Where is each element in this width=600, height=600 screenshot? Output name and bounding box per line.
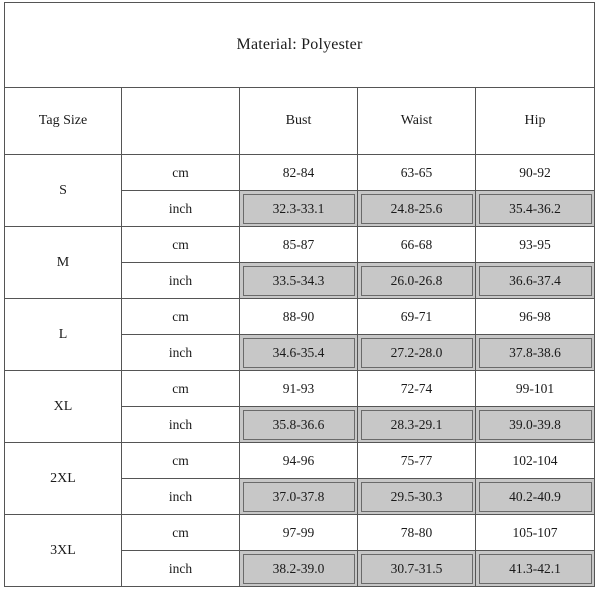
- tag-size-cell: 3XL: [5, 515, 122, 587]
- bust-inch: 38.2-39.0: [240, 551, 358, 587]
- waist-inch: 27.2-28.0: [358, 335, 476, 371]
- table-row: [5, 371, 595, 407]
- tag-size-cell: S: [5, 155, 122, 227]
- bust-cm: 85-87: [240, 227, 358, 263]
- unit-label: cm: [122, 299, 240, 335]
- unit-label: cm: [122, 155, 240, 191]
- hip-cm: 90-92: [476, 155, 595, 191]
- waist-cm: 72-74: [358, 371, 476, 407]
- tag-size-cell: M: [5, 227, 122, 299]
- bust-cm: 94-96: [240, 443, 358, 479]
- waist-cm: 66-68: [358, 227, 476, 263]
- bust-inch: 33.5-34.3: [240, 263, 358, 299]
- title-row: [5, 3, 595, 88]
- unit-label: inch: [122, 191, 240, 227]
- hip-cm: 99-101: [476, 371, 595, 407]
- hip-cm: 105-107: [476, 515, 595, 551]
- bust-cm: 82-84: [240, 155, 358, 191]
- hip-cm: 93-95: [476, 227, 595, 263]
- unit-label: cm: [122, 371, 240, 407]
- bust-cm: 88-90: [240, 299, 358, 335]
- hip-cm: 102-104: [476, 443, 595, 479]
- table-row: [5, 155, 595, 191]
- bust-cm: 97-99: [240, 515, 358, 551]
- table-row: [5, 227, 595, 263]
- hip-inch: 41.3-42.1: [476, 551, 595, 587]
- material-title: Material: Polyester: [5, 3, 595, 88]
- waist-cm: 69-71: [358, 299, 476, 335]
- table-row: [5, 515, 595, 551]
- hip-cm: 96-98: [476, 299, 595, 335]
- waist-inch: 24.8-25.6: [358, 191, 476, 227]
- unit-label: cm: [122, 443, 240, 479]
- bust-cm: 91-93: [240, 371, 358, 407]
- size-chart-table: [4, 2, 595, 587]
- header-bust: Bust: [240, 88, 358, 155]
- bust-inch: 34.6-35.4: [240, 335, 358, 371]
- tag-size-cell: XL: [5, 371, 122, 443]
- waist-inch: 28.3-29.1: [358, 407, 476, 443]
- header-hip: Hip: [476, 88, 595, 155]
- waist-inch: 30.7-31.5: [358, 551, 476, 587]
- tag-size-cell: L: [5, 299, 122, 371]
- unit-label: inch: [122, 479, 240, 515]
- table-row: [5, 299, 595, 335]
- header-row: [5, 88, 595, 155]
- hip-inch: 36.6-37.4: [476, 263, 595, 299]
- hip-inch: 37.8-38.6: [476, 335, 595, 371]
- header-unit: [122, 88, 240, 155]
- tag-size-cell: 2XL: [5, 443, 122, 515]
- waist-inch: 29.5-30.3: [358, 479, 476, 515]
- unit-label: inch: [122, 551, 240, 587]
- header-waist: Waist: [358, 88, 476, 155]
- bust-inch: 37.0-37.8: [240, 479, 358, 515]
- unit-label: inch: [122, 263, 240, 299]
- bust-inch: 35.8-36.6: [240, 407, 358, 443]
- waist-cm: 75-77: [358, 443, 476, 479]
- hip-inch: 39.0-39.8: [476, 407, 595, 443]
- waist-inch: 26.0-26.8: [358, 263, 476, 299]
- hip-inch: 35.4-36.2: [476, 191, 595, 227]
- unit-label: inch: [122, 335, 240, 371]
- table-row: [5, 443, 595, 479]
- unit-label: cm: [122, 227, 240, 263]
- header-tag-size: Tag Size: [5, 88, 122, 155]
- unit-label: cm: [122, 515, 240, 551]
- waist-cm: 78-80: [358, 515, 476, 551]
- bust-inch: 32.3-33.1: [240, 191, 358, 227]
- waist-cm: 63-65: [358, 155, 476, 191]
- unit-label: inch: [122, 407, 240, 443]
- hip-inch: 40.2-40.9: [476, 479, 595, 515]
